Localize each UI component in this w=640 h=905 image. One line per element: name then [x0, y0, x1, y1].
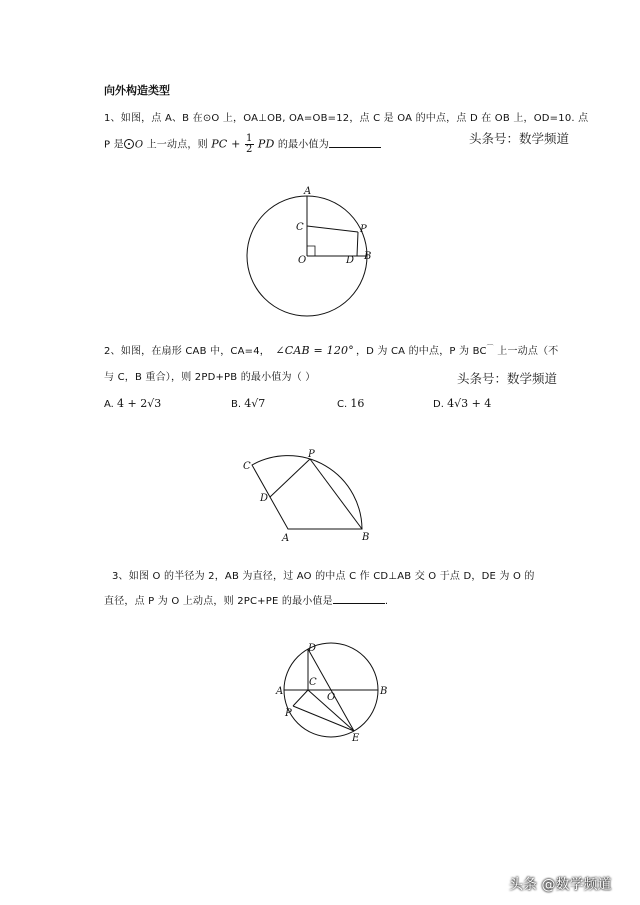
q1-label-b: B	[364, 251, 372, 262]
q1-label-p: P	[360, 224, 367, 235]
q2-option-b-label: B.	[231, 399, 242, 410]
q1-line2	[104, 134, 381, 155]
q2-option-b[interactable]	[231, 397, 265, 410]
circle-symbol-icon	[124, 139, 134, 149]
q2-option-d[interactable]	[433, 397, 491, 410]
q3-segment-cp	[293, 690, 308, 706]
q2-figure	[240, 445, 380, 545]
q1-line1: 1、如图，点 A、B 在⊙O 上，OA⊥OB, OA=OB=12，点 C 是 OA 的中点，点 D 在 OB 上，OD=10. 点	[104, 113, 589, 124]
q2-label-a: A	[282, 533, 290, 544]
q3-label-p: P	[285, 708, 292, 719]
footer-watermark: 头条 @数学频道	[509, 877, 612, 893]
q2-label-c: C	[243, 461, 251, 472]
q1-label-c: C	[296, 222, 304, 233]
q3-label-b: B	[380, 686, 388, 697]
q1-segment-pd	[357, 232, 358, 256]
q1-label-d: D	[346, 255, 355, 266]
q2-option-c-label: C.	[337, 399, 348, 410]
q1-frac-den: 2	[245, 144, 253, 155]
q2-line1b: ，D 为 CA 的中点，P 为 BC	[355, 346, 487, 357]
q3-figure	[275, 638, 395, 743]
section-title: 向外构造类型	[104, 84, 170, 97]
q1-answer-blank[interactable]	[329, 138, 381, 148]
q3-label-o: O	[327, 692, 336, 703]
watermark-q2: 头条号：数学频道	[457, 371, 558, 386]
q1-p-suffix: 的最小值为	[277, 139, 329, 151]
q3-answer-blank[interactable]	[333, 594, 385, 604]
q1-segment-cp	[307, 226, 358, 232]
q2-option-d-value: 4√3 + 4	[447, 397, 492, 410]
q2-option-d-label: D.	[433, 399, 444, 410]
q2-label-d: D	[260, 493, 269, 504]
watermark-q1: 头条号：数学频道	[469, 131, 570, 146]
q2-option-c-value: 16	[350, 397, 365, 410]
q3-label-c: C	[309, 677, 317, 688]
q3-label-d: D	[308, 643, 317, 654]
q1-expr-a: PC +	[211, 137, 241, 151]
q2-line1a: 2、如图，在扇形 CAB 中，CA=4，	[104, 346, 270, 357]
q2-segment-dp	[270, 459, 310, 497]
q3-label-a: A	[276, 686, 284, 697]
q2-line2: 与 C，B 重合），则 2PD+PB 的最小值为（ ）	[104, 372, 316, 383]
q1-p-mid: 上一动点，则	[146, 139, 208, 151]
q3-line2-text: 直径，点 P 为 O 上动点，则 2PC+PE 的最小值是	[104, 596, 333, 607]
q2-segment-pb	[310, 459, 362, 529]
q1-label-o: O	[298, 255, 307, 266]
q2-sector	[252, 456, 362, 529]
q2-line1	[104, 342, 558, 357]
right-angle-icon	[307, 246, 315, 256]
q1-frac-num: 1	[245, 133, 253, 144]
q2-line1c: 上一动点（不	[497, 346, 559, 357]
q2-option-a-value: 4 + 2√3	[117, 397, 162, 410]
q2-option-a-label: A.	[104, 399, 114, 410]
q1-p-prefix: P 是	[104, 139, 124, 151]
q2-option-c[interactable]	[337, 397, 364, 410]
q3-line2-end: .	[384, 596, 389, 607]
q1-label-a: A	[304, 186, 312, 197]
q2-label-b: B	[362, 532, 370, 543]
q1-expr-b: PD	[257, 137, 275, 151]
q1-figure	[240, 180, 390, 320]
q3-line1: 3、如图 O 的半径为 2，AB 为直径，过 AO 的中点 C 作 CD⊥AB 交 O 于点 D，DE 为 O 的	[112, 571, 535, 582]
q2-angle: ∠CAB = 120°	[275, 344, 354, 357]
q3-line2	[104, 592, 388, 607]
arc-mark-icon: ⌒	[486, 344, 494, 352]
q2-option-b-value: 4√7	[244, 397, 266, 410]
q2-label-p: P	[308, 449, 315, 460]
q2-option-a[interactable]	[104, 397, 161, 410]
q1-fraction	[245, 134, 254, 155]
q1-o-label: O	[134, 139, 144, 151]
q3-label-e: E	[352, 733, 360, 743]
